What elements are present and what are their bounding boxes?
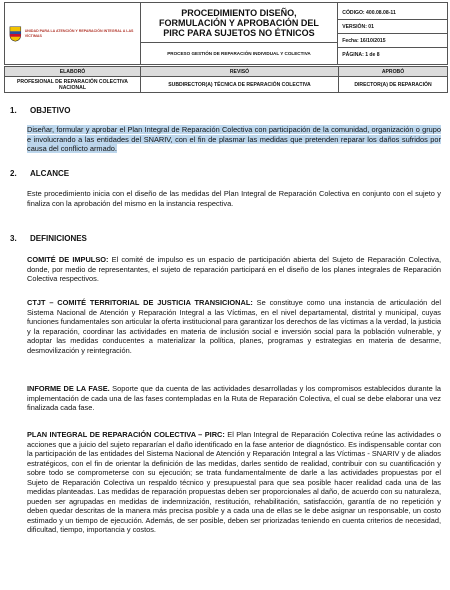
section-number: 1. [10, 106, 17, 115]
document-metadata [338, 3, 448, 65]
section-definiciones-heading [10, 234, 87, 243]
reviso-value: SUBDIRECTOR(A) TÉCNICA DE REPARACIÓN COLECTIVA [141, 77, 339, 93]
reviso-header: REVISÓ [141, 67, 339, 77]
aprobo-header: APROBÓ [339, 67, 448, 77]
fecha-field: Fecha: 16/10/2015 [338, 34, 447, 48]
alcance-text: Este procedimiento inicia con el diseño de las medidas del Plan Integral de Reparación Colectiva en conjunto con el sujeto y finaliza con la aprobación del mismo en la instancia respectiva. [27, 189, 441, 208]
logo-cell [5, 3, 141, 65]
section-title: OBJETIVO [30, 106, 71, 115]
definition-text: Se constituye como una instancia de articulación del Sistema Nacional de Atención y Reparación Integral a las Víctimas, en el nivel departamental, distrital y municipal, cuyas funciones fundamentales son articular la oferta institucional para garantizar los derechos de las víctimas a la verdad, la justicia y la reparación, coordinar las actividades en materia de inclusión social e inversión social para la población vulnerable, y adoptar las medidas conducentes a materializar la política, planes, programas y estrategias en materia de desarme, desmovilización y reintegración. [27, 298, 442, 355]
version-field: VERSIÓN: 01 [338, 20, 447, 34]
definition-text: El Plan Integral de Reparación Colectiva reúne las actividades o acciones que a juicio del sujeto repararían el daño identificado en la fase anterior de diagnóstico. Es indispensable contar con la participación de las entidades del Sistema Nacional de Atención y Reparación Integral a las Víctimas - SNARIV y de aliados estratégicos, con el fin de orientar la definición de las medidas, darles sentido de realidad, contribuir con su cuantificación y sobre todo se comprometerse con su ejecución; se trata fundamentalmente de darle a las actividades propuestas por el Sujeto de Reparación Colectiva un respaldo técnico y presupuestal para que sea posible hacer realidad cada una de las medidas planteadas. Las medidas de reparación propuestas deben ser proporcionales al daño, de acuerdo con su naturaleza, pueden ser agrupadas en medidas de indemnización, restitución, rehabilitación, satisfacción, garantía de no repetición y deben quedar descritas de la manera más precisa posible y a cada una de ellas se le debe asignar un responsable, un costo estimado y un tiempo de ejecución. Además, de ser posible, deben ser priorizadas teniendo en cuenta criterios de necesidad, dificultad, tiempo, importancia y costos. [27, 430, 441, 534]
elaboro-value: PROFESIONAL DE REPARACIÓN COLECTIVA NACIONAL [5, 77, 141, 93]
highlighted-text: Diseñar, formular y aprobar el Plan Integral de Reparación Colectiva con participación de la comunidad, organización o grupo e involucrando a las entidades del SNARIV, con el fin de plasmar las medidas que pretenden reparar los daños sufridos por causa del conflicto armado. [27, 125, 441, 153]
unidad-victimas-logo [5, 25, 140, 43]
section-number: 3. [10, 234, 17, 243]
definition-term: COMITÉ DE IMPULSO: [27, 255, 109, 264]
aprobo-value: DIRECTOR(A) DE REPARACIÓN [339, 77, 448, 93]
section-number: 2. [10, 169, 17, 178]
objetivo-text [27, 125, 441, 154]
definition-term: CTJT – COMITÉ TERRITORIAL DE JUSTICIA TRANSICIONAL: [27, 298, 253, 307]
definition-comite-impulso [27, 255, 441, 284]
definition-term: PLAN INTEGRAL DE REPARACIÓN COLECTIVA – PIRC: [27, 430, 225, 439]
document-title [140, 3, 338, 43]
definition-ctjt [27, 298, 441, 355]
elaboro-header: ELABORÓ [5, 67, 141, 77]
definition-text: Soporte que da cuenta de las actividades desarrolladas y los compromisos establecidos durante la implementación de cada una de las fases contempladas en la Ruta de Reparación Colectiva, el cual se debe elaborar una vez finalizada cada fase. [27, 384, 441, 412]
title-line-3: PIRC PARA SUJETOS NO ÉTNICOS [163, 27, 315, 38]
process-name: PROCESO GESTIÓN DE REPARACIÓN INDIVIDUAL Y COLECTIVA [140, 43, 338, 65]
section-objetivo-heading [10, 106, 70, 115]
colombia-seal-icon [9, 25, 22, 43]
definition-text: El comité de impulso es un espacio de participación abierta del Sujeto de Reparación Colectiva, donde, por medio de representantes, el sujeto de reparación participará en el diseño de los planes integrales de Reparación Colectiva respectivos. [27, 255, 441, 283]
title-line-2: FORMULACIÓN Y APROBACIÓN DEL [159, 17, 319, 28]
definition-informe-fase [27, 384, 441, 413]
title-line-1: PROCEDIMIENTO DISEÑO, [181, 7, 297, 18]
signature-table [4, 66, 448, 93]
document-header [4, 2, 448, 65]
section-title: ALCANCE [30, 169, 70, 178]
definition-term: INFORME DE LA FASE. [27, 384, 110, 393]
definition-pirc [27, 430, 441, 535]
logo-text: UNIDAD PARA LA ATENCIÓN Y REPARACIÓN INTEGRAL A LAS VÍCTIMAS [24, 29, 134, 38]
section-alcance-heading [10, 169, 69, 178]
codigo-field: CÓDIGO: 400.08.08-11 [338, 6, 447, 20]
section-title: DEFINICIONES [30, 234, 87, 243]
pagina-field: PÁGINA: 1 de 8 [342, 51, 380, 58]
